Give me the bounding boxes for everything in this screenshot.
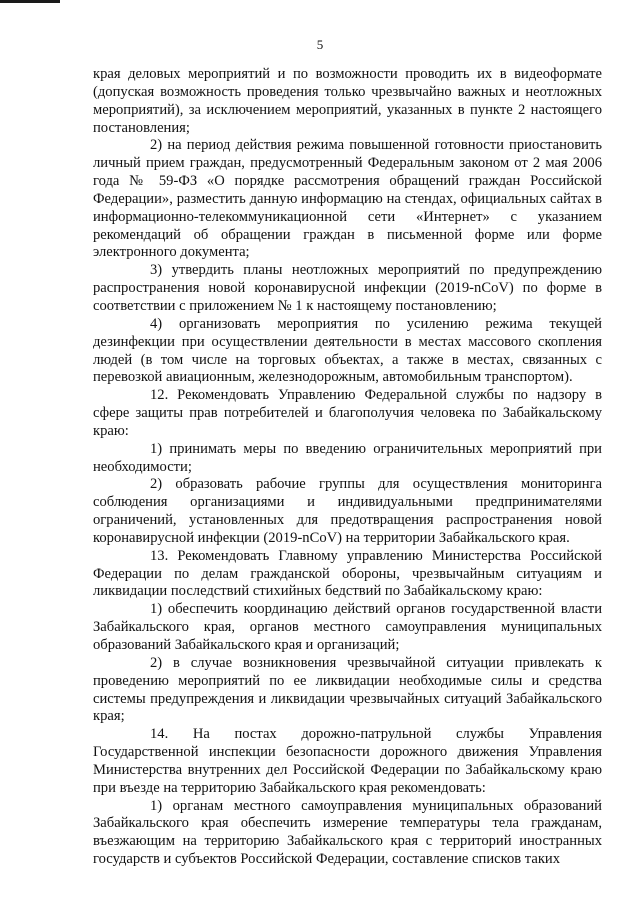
paragraph-section-12-item-2: 2) образовать рабочие группы для осуществления мониторинга соблюдения организациями и индивидуальными предпринимателями ограничений, установленных для предотвращения распространения новой коронавирусной инфекции (2019-nCoV) на территории Забайкальского края. — [93, 476, 602, 546]
paragraph-continuation: края деловых мероприятий и по возможности проводить их в видеоформате (допуская возможность проведения только чрезвычайно важных и неотложных мероприятий), за исключением мероприятий, указанных в пункте 2 настоящего постановления; — [93, 66, 602, 136]
paragraph-item-3: 3) утвердить планы неотложных мероприятий по предупреждению распространения новой коронавирусной инфекции (2019-nCoV) по форме в соответствии с приложением № 1 к настоящему постановлению; — [93, 262, 602, 314]
paragraph-item-2: 2) на период действия режима повышенной готовности приостановить личный прием граждан, предусмотренный Федеральным законом от 2 мая 2006 года № 59-ФЗ «О порядке рассмотрения обращений граждан Российской Федерации», разместить данную информацию на стендах, официальных сайтах в информационно-телекоммуникационной сети «Интернет» с указанием рекомендаций об обращении граждан в письменной форме или форме электронного документа; — [93, 137, 602, 261]
paragraph-item-4: 4) организовать мероприятия по усилению режима текущей дезинфекции при осуществлении деятельности в местах массового скопления людей (в том числе на торговых объектах, а также в местах, связанных с перевозкой авиационным, железнодорожным, автомобильным транспортом). — [93, 315, 602, 386]
scan-corner-mark — [0, 0, 60, 3]
paragraph-section-13-item-2: 2) в случае возникновения чрезвычайной ситуации привлекать к проведению мероприятий по ее ликвидации необходимые силы и средства системы предупреждения и ликвидации чрезвычайных ситуаций Забайкальского края; — [93, 654, 602, 725]
page-number: 5 — [316, 37, 324, 52]
paragraph-section-14: 14. На постах дорожно-патрульной службы Управления Государственной инспекции безопасности дорожного движения Управления Министерства внутренних дел Российской Федерации по Забайкальскому краю при въезде на территорию Забайкальского края рекомендовать: — [93, 726, 602, 796]
paragraph-section-14-item-1: 1) органам местного самоуправления муниципальных образований Забайкальского края обеспечить измерение температуры тела гражданам, въезжающим на территорию Забайкальского края с территорий иностранных государств и субъектов Российской Федерации, составление списков таких — [93, 797, 602, 868]
document-body — [93, 66, 602, 869]
paragraph-section-13-item-1: 1) обеспечить координацию действий органов государственной власти Забайкальского края, органов местного самоуправления муниципальных образований Забайкальского края и организаций; — [93, 601, 602, 653]
paragraph-section-13: 13. Рекомендовать Главному управлению Министерства Российской Федерации по делам гражданской обороны, чрезвычайным ситуациям и ликвидации последствий стихийных бедствий по Забайкальскому краю: — [93, 547, 602, 600]
paragraph-section-12-item-1: 1) принимать меры по введению ограничительных мероприятий при необходимости; — [93, 440, 602, 475]
paragraph-section-12: 12. Рекомендовать Управлению Федеральной службы по надзору в сфере защиты прав потребителей и благополучия человека по Забайкальскому краю: — [93, 387, 602, 439]
